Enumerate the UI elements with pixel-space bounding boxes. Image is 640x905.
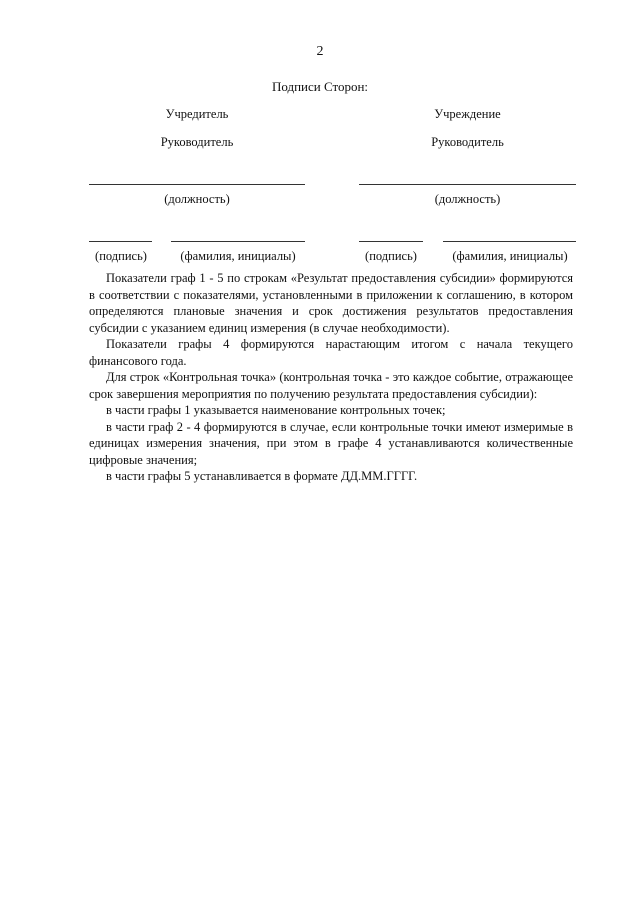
paragraph: Для строк «Контрольная точка» (контрольная точка - это каждое событие, отражающее срок завершения мероприятия по получению результата предоставления субсидии): (89, 370, 573, 401)
left-position-caption: (должность) (164, 192, 230, 206)
left-name-caption: (фамилия, инициалы) (180, 249, 296, 263)
paragraph: в части граф 2 - 4 формируются в случае, если контрольные точки имеют измеримые в единицах измерения значения, при этом в графе 4 устанавливаются количественные цифровые значения; (89, 419, 573, 467)
left-signature-line (89, 241, 152, 242)
notes-body (89, 270, 573, 485)
paragraph: в части графы 5 устанавливается в формате ДД.ММ.ГГГГ. (106, 469, 418, 483)
right-position-line (359, 184, 576, 185)
right-name-caption: (фамилия, инициалы) (452, 249, 568, 263)
page-number: 2 (316, 44, 324, 59)
left-party-role: Руководитель (160, 135, 234, 149)
paragraph: Показатели графы 4 формируются нарастающим итогом с начала текущего финансового года. (89, 337, 573, 368)
signatures-title: Подписи Сторон: (271, 79, 369, 94)
left-position-line (89, 184, 305, 185)
left-party-name: Учредитель (165, 107, 229, 121)
right-party-name: Учреждение (434, 107, 501, 121)
paragraph: в части графы 1 указывается наименование контрольных точек; (106, 403, 446, 417)
paragraph: Показатели граф 1 - 5 по строкам «Результат предоставления субсидии» формируются в соответствии с показателями, установленными в приложении к соглашению, в котором определяются плановые значения и срок достижения результатов предоставления субсидии с указанием единиц измерения (в случае необходимости). (89, 271, 573, 335)
right-signature-caption: (подпись) (365, 249, 417, 263)
right-signature-line (359, 241, 423, 242)
left-signature-caption: (подпись) (95, 249, 147, 263)
right-position-caption: (должность) (434, 192, 501, 206)
right-party-role: Руководитель (431, 135, 504, 149)
left-name-line (171, 241, 305, 242)
right-name-line (443, 241, 576, 242)
